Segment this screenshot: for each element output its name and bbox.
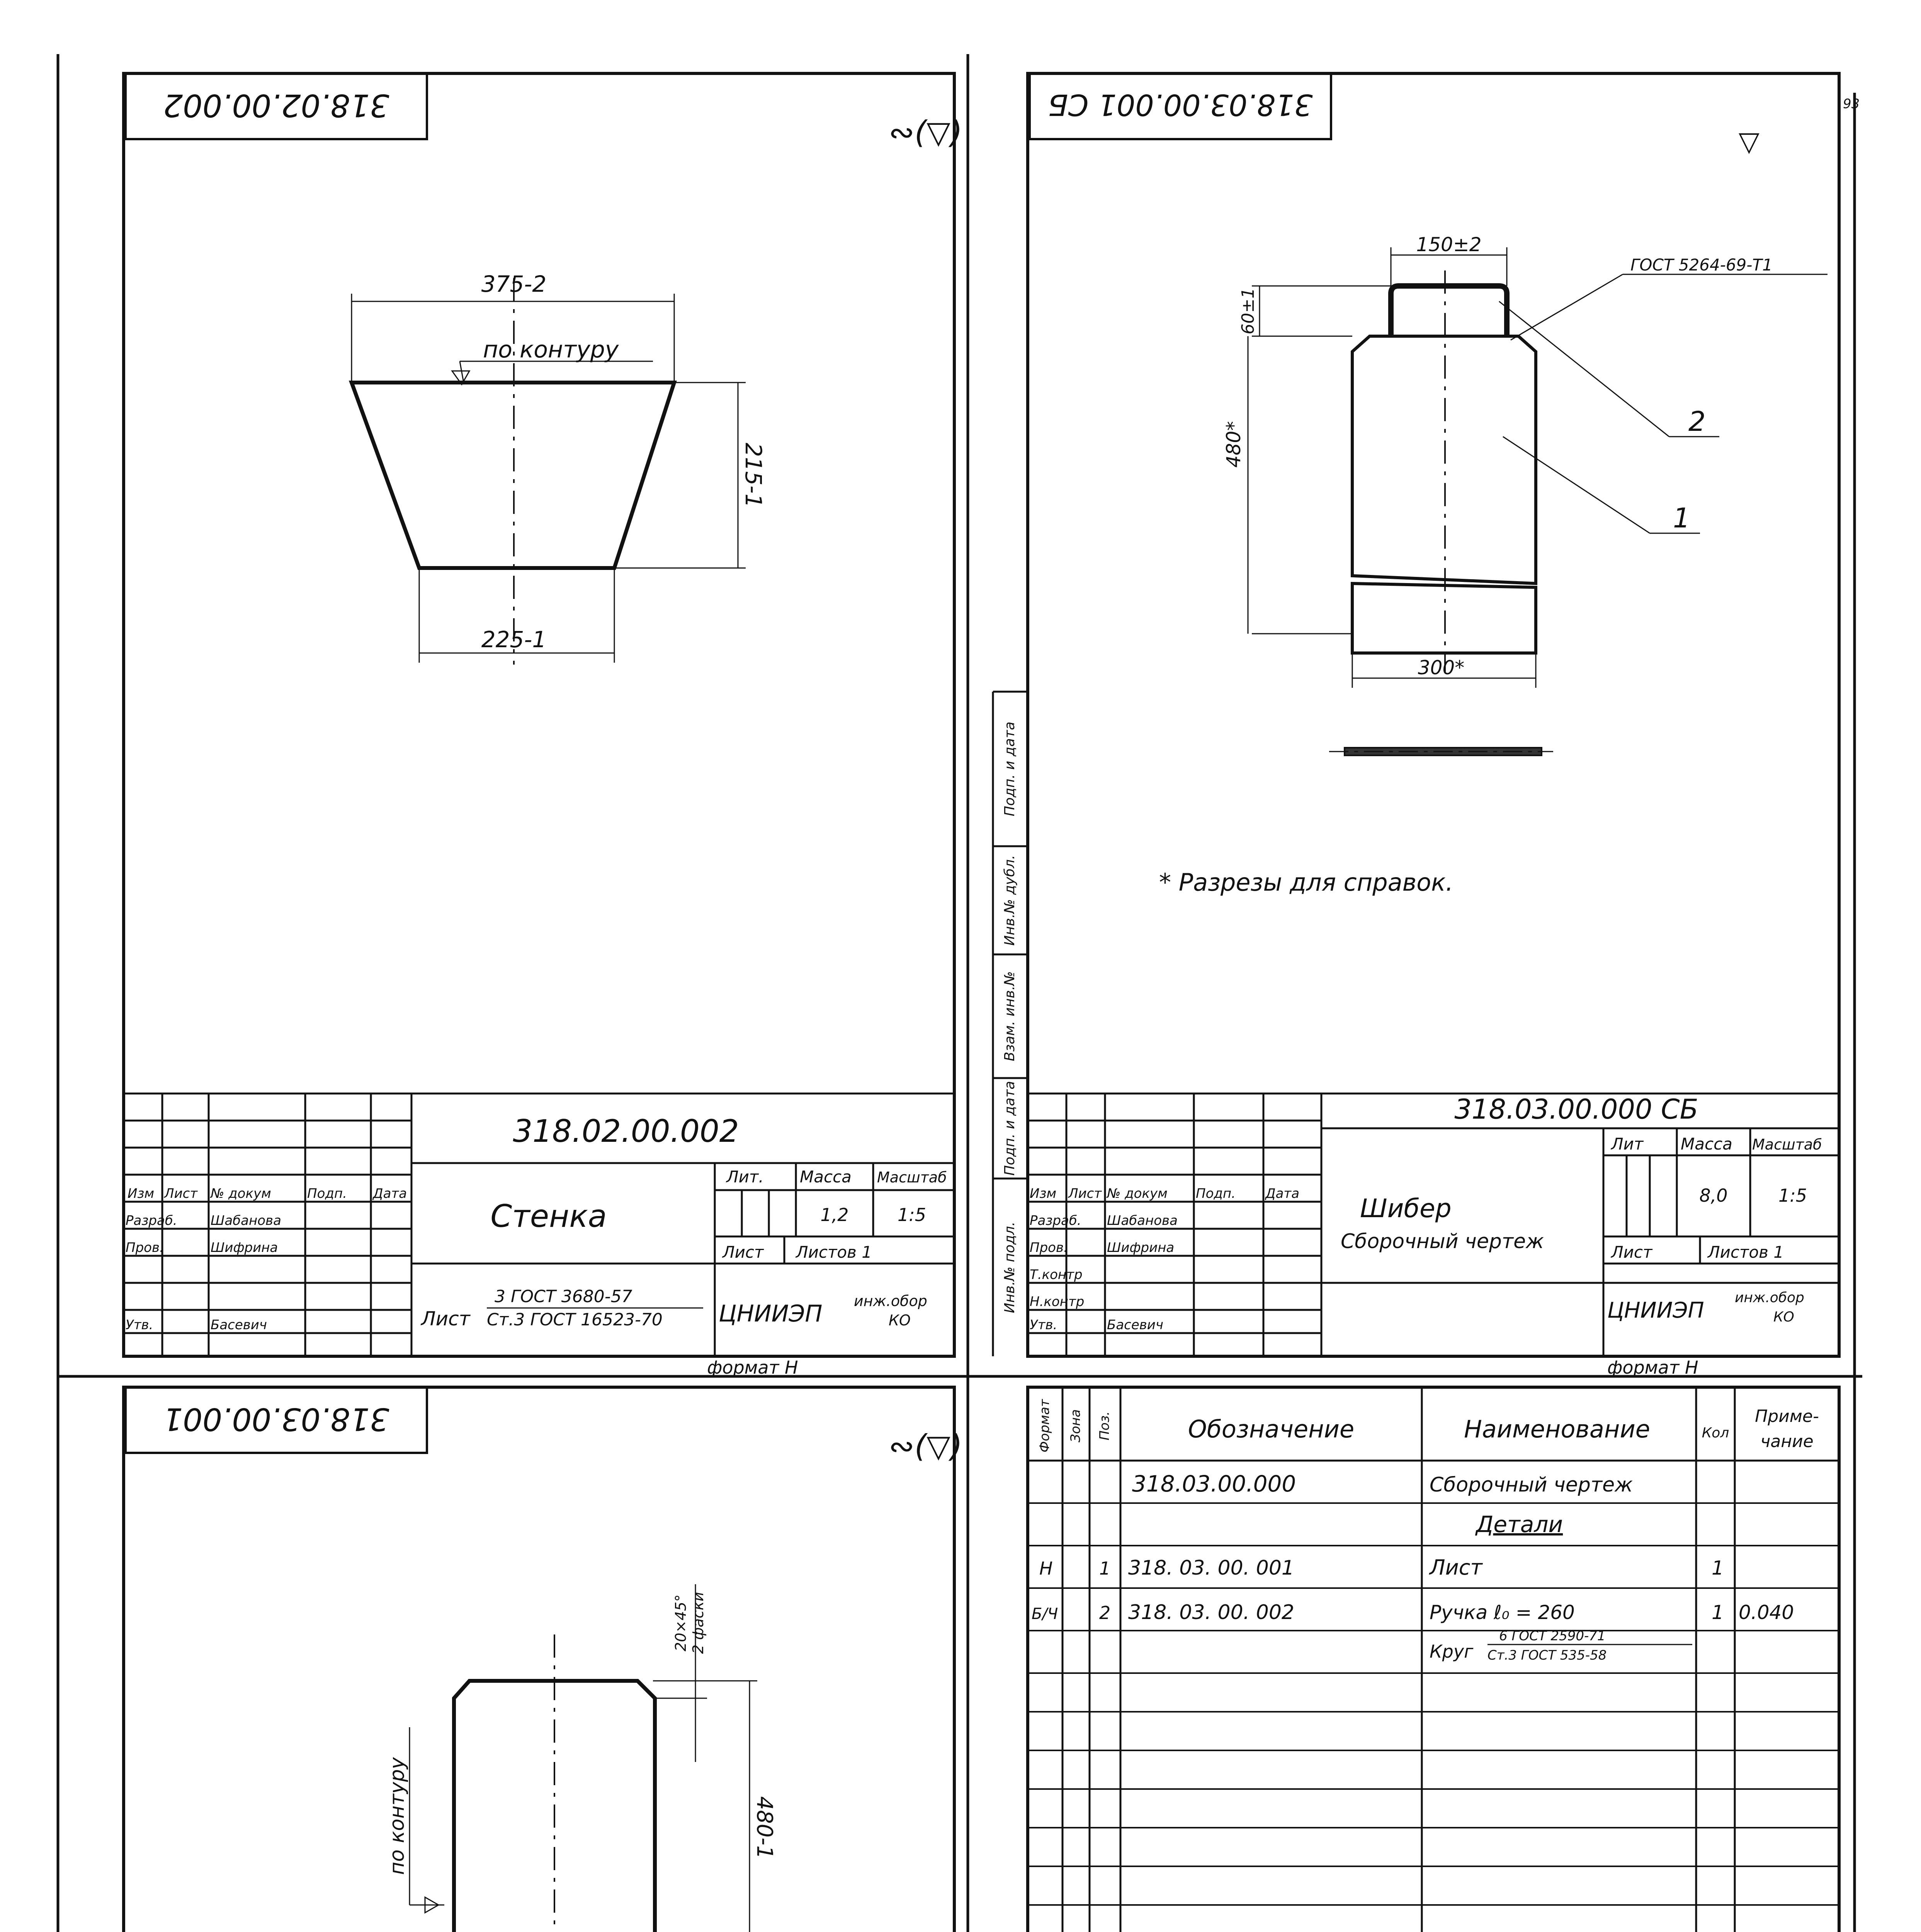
spec-row-4-note: 0.040: [1739, 1601, 1794, 1624]
format-label: формат Н: [1607, 1357, 1698, 1378]
tb-designation: 318.03.00.000 СБ: [1454, 1094, 1698, 1125]
side-label-4: Подп. и дата: [1002, 1081, 1018, 1176]
stamp-code: 318.02.00.002: [163, 87, 389, 123]
name-razrab: Шабанова: [211, 1213, 281, 1228]
sheet-specification: [993, 1387, 1840, 1932]
hdr-sign: Подп.: [1196, 1186, 1236, 1201]
tb-org-sub2: КО: [889, 1312, 911, 1329]
side-label-3: Взам. инв.№: [1002, 971, 1018, 1061]
spec-row-3-qty: 1: [1712, 1557, 1724, 1579]
hdr-list: Лист: [1068, 1186, 1102, 1201]
role-tkontr: Т.контр: [1030, 1267, 1083, 1282]
dim-width: 150±2: [1416, 233, 1482, 256]
hdr-doc: № докум: [1107, 1186, 1168, 1201]
side-label-5: Инв.№ подл.: [1002, 1221, 1018, 1313]
tb-org: ЦНИИЭП: [1607, 1298, 1704, 1323]
roughness-mark: ▽: [1739, 126, 1760, 157]
tb-sheets: Листов 1: [796, 1243, 872, 1262]
spec-row-4-pos: 2: [1099, 1602, 1111, 1623]
sheet-list: [124, 1387, 962, 1932]
sheet-shiber-assembly: [993, 73, 1839, 1378]
hdr-date: Дата: [1265, 1186, 1300, 1201]
contour-note: по контуру: [483, 336, 619, 363]
tb-designation: 318.02.00.002: [513, 1113, 739, 1149]
tb-org-sub2: КО: [1773, 1309, 1794, 1325]
spec-krug-2: Ст.3 ГОСТ 535-58: [1488, 1648, 1607, 1663]
dim-right: 215-1: [740, 442, 767, 508]
dim-right: 480-1: [752, 1796, 777, 1859]
spec-row-2-name: Детали: [1476, 1511, 1563, 1537]
tb-name: Шибер: [1360, 1194, 1452, 1223]
name-prov: Шифрина: [211, 1240, 278, 1255]
gost-note: ГОСТ 5264-69-Т1: [1630, 255, 1773, 274]
tb-mass-hdr: Масса: [800, 1167, 852, 1186]
spec-hdr-zone: Зона: [1068, 1409, 1083, 1442]
dim-480: 480*: [1222, 421, 1245, 468]
tb-sheet-lbl: Лист: [722, 1243, 764, 1262]
tb-sheets: Листов 1: [1708, 1243, 1784, 1262]
spec-row-3-pos: 1: [1099, 1558, 1111, 1579]
tb-scale: 1:5: [897, 1204, 926, 1225]
dim-top: 375-2: [481, 271, 547, 297]
spec-row-3-name: Лист: [1430, 1555, 1482, 1580]
name-prov: Шифрина: [1107, 1240, 1175, 1255]
tb-scale-hdr: Масштаб: [877, 1169, 947, 1186]
spec-hdr-name: Наименование: [1464, 1415, 1650, 1443]
tb-sheet-lbl: Лист: [1611, 1243, 1652, 1262]
role-razrab: Разраб.: [126, 1213, 177, 1228]
dim-bottom: 225-1: [481, 626, 547, 653]
leader-1: 1: [1673, 502, 1690, 534]
roughness-mark: ∾(▽): [889, 114, 962, 150]
side-label-2: Инв.№ дубл.: [1002, 855, 1018, 946]
spec-row-4-fmt: Б/Ч: [1032, 1605, 1058, 1623]
plate-outline: [1352, 336, 1536, 583]
spec-row-4-des: 318. 03. 00. 002: [1128, 1601, 1295, 1624]
role-prov: Пров.: [126, 1240, 164, 1255]
spec-row-4-name: Ручка ℓ₀ = 260: [1430, 1601, 1575, 1624]
side-label-1: Подп. и дата: [1002, 721, 1018, 816]
tb-mass: 8,0: [1699, 1185, 1728, 1206]
spec-hdr-format: Формат: [1037, 1399, 1052, 1452]
spec-hdr-note-1: Приме-: [1755, 1406, 1819, 1426]
spec-hdr-pos: Поз.: [1097, 1411, 1112, 1440]
tb-material-1: 3 ГОСТ 3680-57: [495, 1287, 632, 1306]
name-utv: Басевич: [1107, 1317, 1163, 1333]
hdr-izm: Изм: [1030, 1186, 1057, 1201]
role-utv: Утв.: [1030, 1317, 1057, 1333]
tb-org: ЦНИИЭП: [719, 1300, 823, 1327]
part-outline: [352, 383, 674, 568]
role-nkontr: Н.контр: [1030, 1294, 1085, 1310]
name-razrab: Шабанова: [1107, 1213, 1178, 1228]
spec-row-1-name: Сборочный чертеж: [1430, 1473, 1633, 1497]
tb-mass-hdr: Масса: [1681, 1134, 1732, 1153]
hdr-izm: Изм: [128, 1186, 155, 1201]
tb-lit: Лит: [1611, 1134, 1644, 1153]
tb-scale: 1:5: [1778, 1185, 1807, 1206]
chamfer-2: 2 фаски: [690, 1592, 707, 1654]
dim-300: 300*: [1418, 656, 1465, 679]
chamfer: 20×45°: [672, 1594, 689, 1651]
corner-number: 93: [1843, 96, 1860, 112]
leader-2: 2: [1688, 406, 1706, 437]
spec-krug-1: 6 ГОСТ 2590-71: [1499, 1628, 1606, 1644]
spec-hdr-note-2: чание: [1760, 1432, 1814, 1451]
hdr-list: Лист: [164, 1186, 198, 1201]
spec-row-3-fmt: Н: [1039, 1558, 1053, 1579]
spec-hdr-designation: Обозначение: [1188, 1415, 1355, 1443]
tb-name: Стенка: [490, 1198, 607, 1234]
hdr-date: Дата: [373, 1186, 407, 1201]
hdr-doc: № докум: [211, 1186, 271, 1201]
role-prov: Пров.: [1030, 1240, 1068, 1255]
stamp-code: 318.03.00.001: [163, 1401, 389, 1437]
sheet-stenka: [124, 73, 962, 1378]
format-label: формат Н: [707, 1357, 798, 1378]
role-razrab: Разраб.: [1030, 1213, 1081, 1228]
tb-name-2: Сборочный чертеж: [1341, 1230, 1544, 1253]
tb-scale-hdr: Масштаб: [1752, 1136, 1822, 1153]
tb-material-label: Лист: [421, 1308, 470, 1330]
name-utv: Басевич: [211, 1317, 267, 1333]
dim-60: 60±1: [1238, 287, 1258, 335]
note-sections: * Разрезы для справок.: [1159, 868, 1454, 896]
tb-org-sub: инж.обор: [854, 1293, 927, 1310]
role-utv: Утв.: [126, 1317, 153, 1333]
hdr-sign: Подп.: [307, 1186, 347, 1201]
tb-material-2: Ст.3 ГОСТ 16523-70: [487, 1310, 663, 1330]
contour-note: по контуру: [386, 1757, 409, 1875]
spec-row-3-des: 318. 03. 00. 001: [1128, 1556, 1295, 1580]
spec-hdr-qty: Кол: [1702, 1425, 1729, 1441]
stamp-code: 318.03.00.001 СБ: [1048, 88, 1313, 122]
spec-row-1-des: 318.03.00.000: [1132, 1471, 1296, 1497]
tb-org-sub: инж.обор: [1735, 1290, 1804, 1306]
tb-mass: 1,2: [820, 1204, 849, 1225]
spec-krug: Круг: [1430, 1641, 1474, 1662]
spec-row-4-qty: 1: [1712, 1601, 1724, 1624]
handle-outline: [1391, 286, 1507, 336]
tb-lit: Лит.: [726, 1167, 764, 1186]
roughness-mark: ∾(▽): [889, 1428, 962, 1464]
